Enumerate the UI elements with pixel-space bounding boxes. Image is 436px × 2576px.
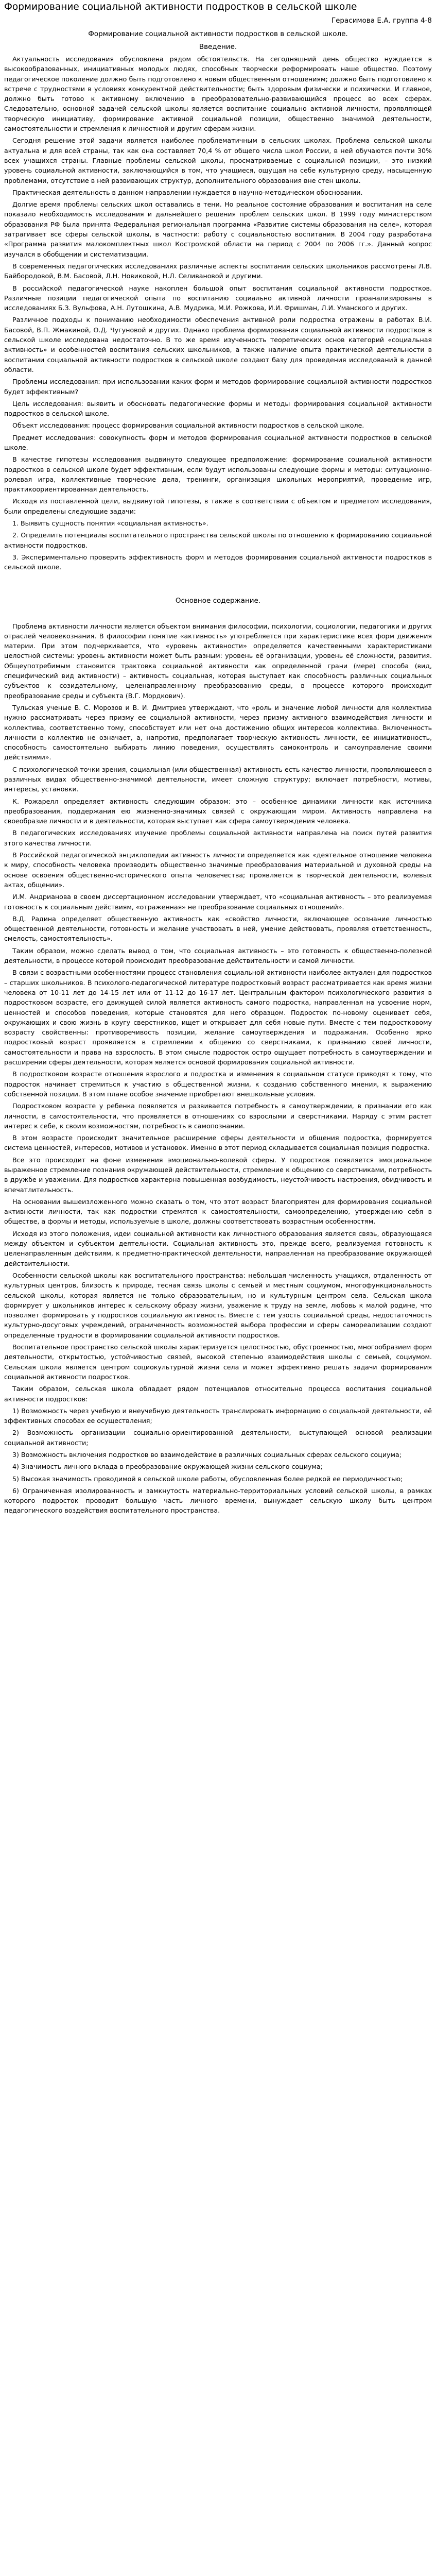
paragraph: В этом возрасте происходит значительное расширение сферы деятельности и общения подростка, формируется система ценностей, интересов, мотивов и установок. Именно в этот период складывается социальная позиция подростка. <box>4 1134 432 1152</box>
paragraph: В качестве гипотезы исследования выдвинуто следующее предположение: формирование социальной активности подростков в сельской школе будет эффективным, если будут использованы следующие формы и методы: ситуационно-ролевая игра, коллективные творческие дела, тренинги, организация школьных мероприятий, проведение игр, практикоориентированная деятельность. <box>4 455 432 494</box>
list-item: 1) Возможность через учебную и внеучебную деятельность транслировать информацию о социальной деятельности, её эффективных способах ее осуществления; <box>4 1406 432 1425</box>
paragraph: В Российской педагогической энциклопедии активность личности определяется как «деятельное отношение человека к миру, способность человека производить общественно значимые преобразования материальной и духовной среды на основе освоения общественно-исторического опыта человечества; проявляется в творческой деятельности, волевых актах, общении». <box>4 851 432 889</box>
list-item: 3) Возможность включения подростков во взаимодействие в различных социальных сферах сельского социума; <box>12 1451 402 1459</box>
paragraph: Таким образом, можно сделать вывод о том, что социальная активность – это готовность к общественно-полезной деятельности, в процессе которой происходит преобразование действительности и самой личности. <box>4 946 432 965</box>
main-heading: Основное содержание. <box>175 596 261 605</box>
list-item: 6) Ограниченная изолированность и замкнутость материально-территориальных условий сельской школы, в рамках которого подросток проводит большую часть личного времени, вынуждает сельскую школу быть центром педагогического воздействия воспитательного пространства. <box>4 1486 432 1515</box>
paragraph: Воспитательное пространство сельской школы характеризуется целостностью, обустроенностью, многообразием форм деятельности, открытостью, устойчивостью связей, высокой степенью взаимодействия школы с семьей, социумом. Сельская школа является центром социокультурной жизни села и может эффективно решать задачи формирования социальной активности подростков. <box>4 1343 432 1381</box>
paragraph: Исходя из поставленной цели, выдвинутой гипотезы, в также в соответствии с объектом и предметом исследования, были определены следующие задачи: <box>4 497 432 515</box>
paragraph: Исходя из этого положения, идеи социальной активности как личностного образования является связь, образующаяся между объектом и субъектом деятельности. Социальная активность это, прежде всего, реализуемая готовность к целенаправленным действиям, к предметно-практической деятельности, направленная на преобразование окружающей действительности. <box>4 1229 432 1267</box>
paragraph: Цель исследования: выявить и обосновать педагогические формы и методы формирования социальной активности подростков в сельской школе. <box>4 399 432 418</box>
paragraph: На основании вышеизложенного можно сказать о том, что этот возраст благоприятен для формирования социальной активности личности, так как подростки стремятся к самостоятельности, самоопределению, утверждению себя в обществе, а формы и методы, используемые в школе, должны соответствовать возрастным особенностям. <box>4 1197 432 1226</box>
paragraph: Проблемы исследования: при использовании каких форм и методов формирование социальной активности подростков будет эффективным? <box>4 378 432 396</box>
paragraph: Сегодня решение этой задачи является наиболее проблематичным в сельских школах. Проблема сельской школы актуальна и для всей страны, так как она составляет 70,4 % от общего числа школ России, в ней обучаются почти 30% всех учащихся страны. Главные проблемы сельской школы, просматриваемые с социальной позиции, – это низкий уровень социальной активности, заключающийся в том, что учащиеся, ощущая на себе культурную среду, насыщенную проблемами, отсутствие в ней развивающих структур, дополнительного образования вне стен школы. <box>4 137 432 184</box>
paragraph: С психологической точки зрения, социальная (или общественная) активность есть качество личности, проявляющееся в различных видах общественно-значимой деятельности, имеет сложную структуру; включает потребности, мотивы, интересы, установки. <box>4 765 432 793</box>
list-item: 5) Высокая значимость проводимой в сельской школе работы, обусловленная более редкой ее периодичностью; <box>12 1475 403 1483</box>
paragraph: Объект исследования: процесс формирования социальной активности подростков в сельской школе. <box>12 421 364 430</box>
intro-section <box>4 54 432 572</box>
paragraph: Проблема активности личности является объектом внимания философии, психологии, социологии, педагогики и других отраслей человекознания. В философии понятие «активность» употребляется при характеристике всех форм движения материи. При этом подчеркивается, что «уровень активности» определяется качественными характеристиками целостной системы: уровень активности может быть разным: уровень её организации, уровень её сложности, развития. Общеупотребимым становится трактовка социальной активности как определенной грани (мере) способа (вид, специфический вид активности) – активность социальная, которая выступает как способность различных социальных субъектов к созидательному, целенаправленному преобразованию среды, в процессе которого происходит преобразование среды и субъекта (В.Г. Мордкович). <box>4 622 432 700</box>
list-item: 3. Экспериментально проверить эффективность форм и методов формирования социальной активности подростков в сельской школе. <box>4 553 432 571</box>
list-item: 2) Возможность организации социально-ориентированной деятельности, выступающей основой реализации социальной активности; <box>4 1429 432 1447</box>
list-item: 4) Значимость личного вклада в преобразование окружающей жизни сельского социума; <box>12 1463 323 1471</box>
paragraph: Тульская ученые В. С. Морозов и В. И. Дмитриев утверждают, что «роль и значение любой личности для коллектива нужно рассматривать через призму ее социальной активности, через призму активного взаимодействия личности и коллектива, соответственно тому, способствует или нет она достижению общих интересов коллектива. Включенность личности в коллектив не означает, а, напротив, предполагает творческую активность личности, ее инициативность, способность самостоятельно выбирать линию поведения, осуществлять самоконтроль и самоуправление своими действиями». <box>4 703 432 761</box>
author-line: Герасимова Е.А. группа 4-8 <box>331 16 432 25</box>
paragraph: В подростковом возрасте отношения взрослого и подростка и изменения в социальном статусе приводят к тому, что подросток начинает стремиться к участию в общественной жизни, к созданию собственного мнения, к выражению собственной позиции. В этом плане особое значение приобретают внешкольные условия. <box>4 1070 432 1098</box>
paragraph: В.Д. Радина определяет общественную активность как «свойство личности, включающее осознание личностью общественной деятельности, готовность и желание участвовать в ней, умение действовать, проявляя ответственность, смелость, самостоятельность». <box>4 914 432 943</box>
document-title: Формирование социальной активности подростков в сельской школе <box>4 2 357 12</box>
list-item: 2. Определить потенциалы воспитательного пространства сельской школы по отношению к формированию социальной активности подростков. <box>4 531 432 549</box>
paragraph: Долгие время проблемы сельских школ оставались в тени. Но реальное состояние образования и воспитания на селе показало необходимость исследования и дальнейшего решения проблем сельских школ. В 1999 году министерством образования РФ была принята Федеральная региональная программа «Развитие системы образования на селе», которая затрагивает все сферы сельской школы, в частности: работу с социальностью воспитания. В 2004 году разработана «Программа развития малокомплектных школ Костромской области на период с 2004 по 2006 гг.». Данный вопрос изучался в обобщении и систематизации. <box>4 200 432 258</box>
paragraph: В российской педагогической науке накоплен большой опыт воспитания социальной активности подростков. Различные позиции педагогической опыта по воспитанию социально активной личности проанализированы в исследованиях Б.З. Вульфова, А.Н. Лутошкина, А.В. Мудрика, М.И. Рожкова, И.И. Фришман, Л.И. Уманского и других. <box>4 284 432 312</box>
paragraph: Таким образом, сельская школа обладает рядом потенциалов относительно процесса воспитания социальной активности подростков: <box>4 1385 432 1403</box>
paragraph: Предмет исследования: совокупность форм и методов формирования социальной активности подростков в сельской школе. <box>4 433 432 451</box>
main-section <box>4 621 432 1516</box>
paragraph: Различное подходы к пониманию необходимости обеспечения активной роли подростка отражены в работах В.И. Басовой, В.П. Жмакиной, О.Д. Чугуновой и других. Однако проблема формирования социальной активности подростков в сельской школе исследована недостаточно. В то же время изученность теоретических основ категорий «социальная активность» и особенностей воспитания сельских школьников, а также наличие опыта практической деятельности в воспитании социальной активности подростков в сельской школе создают базу для проведения исследований в данной области. <box>4 316 432 374</box>
paragraph: Подростковом возрасте у ребенка появляется и развивается потребность в самоутверждении, в признании его как личности, в самостоятельности, что проявляется в отношениях со взрослыми и сверстниками. Наряду с этим растет интерес к себе, к своим возможностям, потребность в самопознании. <box>4 1102 432 1130</box>
paragraph: В связи с возрастными особенностями процесс становления социальной активности наиболее актуален для подростков – старших школьников. В психолого-педагогической литературе подростковый возраст рассматривается как время жизни человека от 10-11 лет до 14-15 лет или от 11-12 до 16-17 лет. Центральным фактором психологического развития в подростковом возрасте, его движущей силой является активность самого подростка, направленная на усвоение норм, ценностей и способов поведения, которые становятся для него образцом. Подросток по-новому оценивает себя, окружающих и свою жизнь в кругу сверстников, ищет и открывает для себя новые пути. Вместе с тем подростковому возрасту свойственны: противоречивость позиции, желание самоутверждения и подражания. Особенно ярко подростковый возраст проявляется в стремлении к общению со сверстниками, к признанию своей личности, самостоятельности и права на взрослость. В этом смысле подросток остро ощущает потребность в самоутверждении и расширении сферы деятельности, которая является основой формирования социальной активности. <box>4 969 432 1066</box>
list-item: 1. Выявить сущность понятия «социальная активность». <box>12 519 208 528</box>
paragraph: Все это происходит на фоне изменения эмоционально-волевой сферы. У подростков появляется эмоциональное выраженное стремление познания окружающей действительности, стремление к общению со сверстниками, потребность в дружбе и уважении. Для подростков характерна повышенная возбудимость, неустойчивость настроения, обидчивость и впечатлительность. <box>4 1156 432 1194</box>
paragraph: Практическая деятельность в данном направлении нуждается в научно-методическом обосновании. <box>12 188 363 196</box>
paragraph: И.М. Андрианова в своем диссертационном исследовании утверждает, что «социальная активность – это реализуемая готовность к социальным действиям, «отраженная» не преобразование социальных отношений». <box>4 893 432 911</box>
paragraph: В педагогических исследованиях изучение проблемы социальной активности направлена на поиск путей развития этого качества личности. <box>4 829 432 847</box>
paragraph: Особенности сельской школы как воспитательного пространства: небольшая численность учащихся, отдаленность от культурных центров, близость к природе, тесная связь школы с семьей и местным социумом, многофункциональность сельской школы, которая является не только образовательным, но и культурным центром села. Сельская школа формирует у школьников интерес к сельскому образу жизни, уважение к труду на земле, любовь к малой родине, что позволяет формировать у подростков социальную активность. Вместе с тем узость социальной среды, недостаточность культурно-досуговых учреждений, ограниченность возможностей выбора профессии и сферы самореализации создают определенные трудности в формировании социальной активности подростков. <box>4 1271 432 1339</box>
paragraph: Актуальность исследования обусловлена рядом обстоятельств. На сегодняшний день общество нуждается в высокообразованных, инициативных молодых людях, способных творчески реформировать наше общество. Поэтому педагогическое поколение должно быть подготовлено к новым общественным отношениям; должно быть подготовлено к встрече с трудностями в условиях конкурентной действительности; быть здоровым физически и психически. И главное, должно быть готово к активному включению в преобразовательно-развивающийся процесс во всех сферах. Следовательно, основной задачей сельской школы является воспитание социально активной личности, проявляющей творческую инициативу, формирование активной социальной позиции, общественно значимой деятельности, самостоятельности и стремления к личностной и другим сферам жизни. <box>4 55 432 133</box>
intro-heading: Введение. <box>199 43 237 51</box>
paragraph: В современных педагогических исследованиях различные аспекты воспитания сельских школьников рассмотрены Л.В. Байбородовой, В.М. Басовой, Л.Н. Новиковой, Н.Л. Селивановой и другими. <box>4 262 432 280</box>
document-subtitle: Формирование социальной активности подростков в сельской школе. <box>88 30 348 38</box>
paragraph: К. Рожарелл определяет активность следующим образом: это – особенное динамики личности как источника преобразования, поддержания ею жизненно-значимых связей с окружающим миром. Активность направлена на своеобразие личности и в деятельности, которая выступает как сфера самоутверждения человека. <box>4 797 432 825</box>
